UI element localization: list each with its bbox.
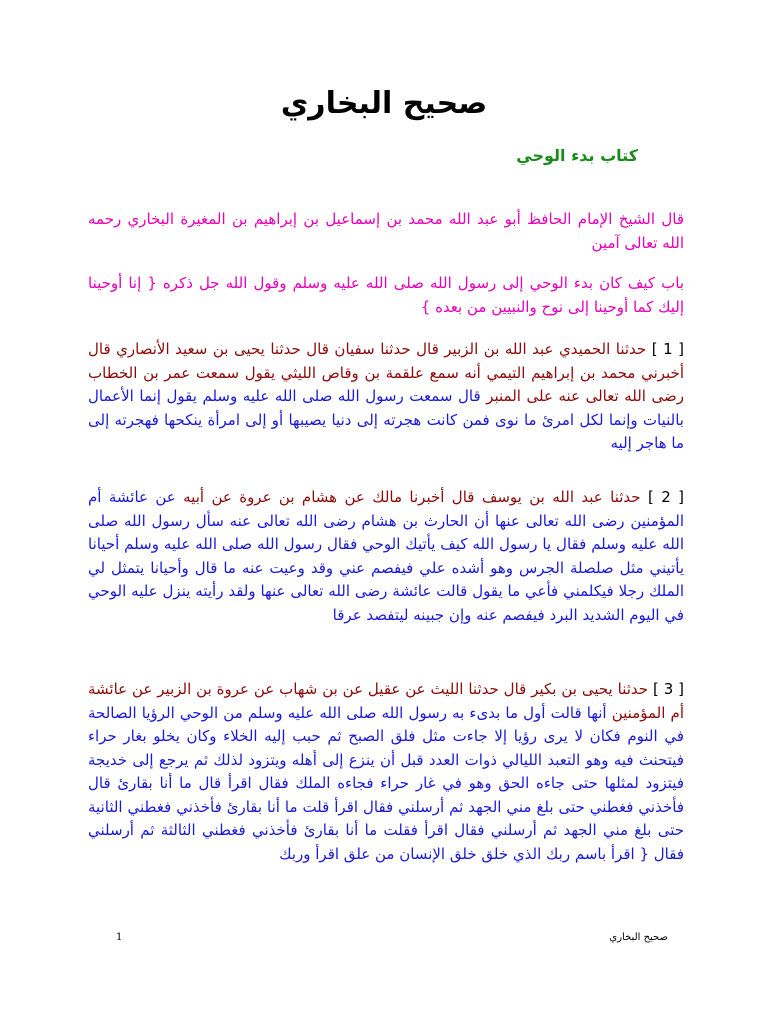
hadith-matn: قال سمعت رسول الله صلى الله عليه وسلم يقول إنما الأعمال بالنيات وإنما لكل امرئ ما نوى فمن كانت هجرته إلى دنيا يصيبها أو إلى امرأة ينكحها فهجرته إلى ما هاجر إليه — [88, 387, 684, 452]
hadith-1 — [88, 338, 684, 456]
hadith-3 — [88, 678, 684, 866]
page-title: صحيح البخاري — [280, 86, 488, 121]
running-title: صحيح البخاري — [609, 932, 668, 943]
intro-paragraph: قال الشيخ الإمام الحافظ أبو عبد الله محمد بن إسماعيل بن إبراهيم بن المغيرة البخاري رحمه الله تعالى آمين — [88, 210, 684, 252]
hadith-isnad: حدثنا الحميدي عبد الله بن الزبير قال حدثنا سفيان قال حدثنا يحيى بن سعيد الأنصاري قال أخبرني محمد بن إبراهيم التيمي أنه سمع علقمة بن وقاص الليثي يقول سمعت عمر بن الخطاب رضى الله تعالى عنه على المنبر — [88, 340, 684, 405]
hadith-2 — [88, 486, 684, 627]
hadith-isnad: حدثنا يحيى بن بكير قال حدثنا الليث عن عقيل عن بن شهاب عن عروة بن الزبير عن عائشة أم المؤمنين — [88, 680, 684, 722]
hadith-matn: عن عائشة أم المؤمنين رضى الله تعالى عنها أن الحارث بن هشام رضى الله تعالى عنه سأل رسول الله صلى الله عليه وسلم فقال يا رسول الله كيف يأتيك الوحي فقال رسول الله صلى الله عليه وسلم أحيانا يأتيني مثل صلصلة الجرس وهو أشده علي فيفصم عني وقد وعيت عنه ما قال وأحيانا يتمثل لي الملك رجلا فيكلمني فأعي ما يقول قالت عائشة رضى الله تعالى عنها ولقد رأيته ينزل عليه الوحي في اليوم الشديد البرد فيفصم عنه وإن جبينه ليتفصد عرقا — [88, 488, 684, 624]
hadith-number: [ 1 ] — [651, 340, 684, 358]
book-title: كتاب بدء الوحي — [516, 146, 638, 165]
hadith-isnad: حدثنا عبد الله بن يوسف قال أخبرنا مالك عن هشام بن عروة عن أبيه — [183, 488, 641, 506]
hadith-matn: أنها قالت أول ما بدىء به رسول الله صلى الله عليه وسلم من الوحي الرؤيا الصالحة في النوم فكان لا يرى رؤيا إلا جاءت مثل فلق الصبح ثم حبب إليه الخلاء وكان يخلو بغار حراء فيتحنث فيه وهو التعبد الليالي ذوات العدد قبل أن ينزع إلى أهله ويتزود لذلك ثم يرجع إلى خديجة فيتزود لمثلها حتى جاءه الحق وهو في غار حراء فجاءه الملك فقال اقرأ قال ما أنا بقارئ قال فأخذني فغطني حتى بلغ مني الجهد ثم أرسلني فقال اقرأ قلت ما أنا بقارئ فأخذني فغطني الثانية حتى بلغ مني الجهد ثم أرسلني فقال اقرأ فقلت ما أنا بقارئ فأخذني فغطني الثالثة ثم أرسلني فقال { اقرأ باسم ربك الذي خلق خلق الإنسان من علق اقرأ وربك — [88, 703, 684, 863]
page-number: 1 — [116, 932, 123, 943]
hadith-number: [ 2 ] — [647, 488, 684, 506]
hadith-number: [ 3 ] — [652, 680, 684, 698]
chapter-heading: باب كيف كان بدء الوحي إلى رسول الله صلى الله عليه وسلم وقول الله جل ذكره { إنا أوحينا إليك كما أوحينا إلى نوح والنبيين من بعده } — [88, 274, 684, 316]
